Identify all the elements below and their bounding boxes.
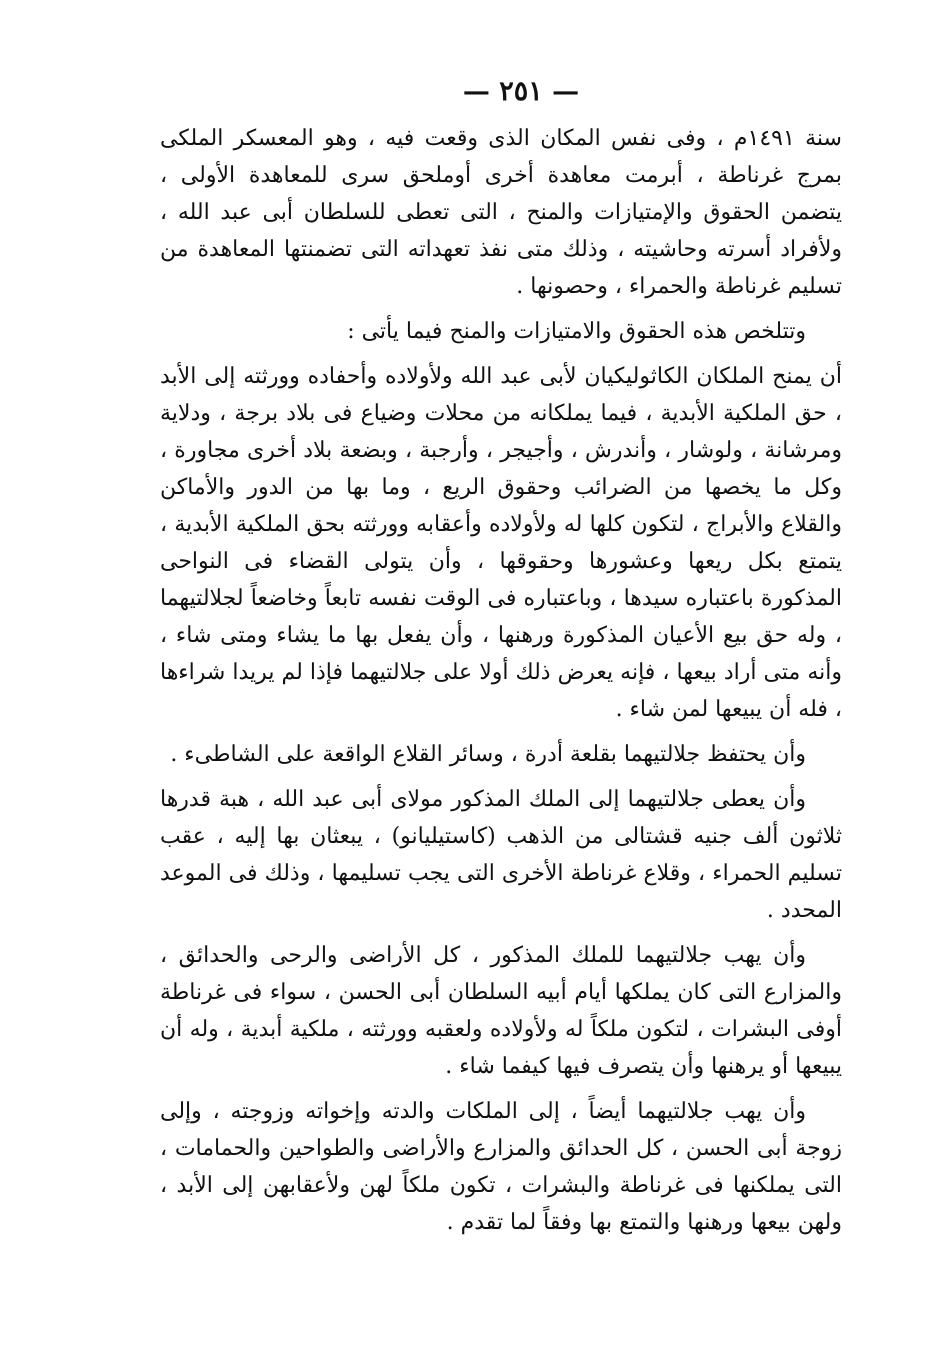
paragraph-property-rights: أن يمنح الملكان الكاثوليكيان لأبى عبد الله ولأولاده وأحفاده وورثته إلى الأبد ، حق الملكية الأبدية ، فيما يملكانه من محلات وضياع فى بلاد برجة ، ودلاية ومرشانة ، ولوشار ، وأندرش ، وأجيجر ، وأرجبة ، وبضعة بلاد أخرى مجاورة ، وكل ما يخصها من الضرائب وحقوق الريع ، وما بها من الدور والأماكن والقلاع والأبراج ، لتكون كلها له ولأولاده وأعقابه وورثته بحق الملكية الأبدية ، يتمتع بكل ريعها وعشورها وحقوقها ، وأن يتولى القضاء فى النواحى المذكورة باعتباره سيدها ، وباعتباره فى الوقت نفسه تابعاً وخاضعاً لجلالتيهما ، وله حق بيع الأعيان المذكورة ورهنها ، وأن يفعل بها ما يشاء ومتى شاء ، وأنه متى أراد بيعها ، فإنه يعرض ذلك أولا على جلالتيهما فإذا لم يريدا شراءها ، فله أن يبيعها لمن شاء . [160, 364, 842, 722]
paragraph-summary-lead: وتتلخص هذه الحقوق والامتيازات والمنح فيما يأتى : [347, 319, 806, 344]
paragraph-treaty-intro: سنة ١٤٩١م ، وفى نفس المكان الذى وقعت فيه ، وهو المعسكر الملكى بمرج غرناطة ، أبرمت معاهدة أخرى أوملحق سرى للمعاهدة الأولى ، يتضمن الحقوق والإمتيازات والمنح ، التى تعطى للسلطان أبى عبد الله ، ولأفراد أسرته وحاشيته ، وذلك متى نفذ تعهداته التى تضمنتها المعاهدة من تسليم غرناطة والحمراء ، وحصونها . [160, 126, 842, 299]
paragraph-lands-grant: وأن يهب جلالتيهما للملك المذكور ، كل الأراضى والرحى والحدائق ، والمزارع التى كان يملكها أيام أبيه السلطان أبى الحسن ، سواء فى غرناطة أوفى البشرات ، لتكون ملكاً له ولأولاده ولعقبه وورثته ، ملكية أبدية ، وله أن يبيعها أو يرهنها وأن يتصرف فيها كيفما شاء . [160, 943, 842, 1079]
paragraph-adra-castle: وأن يحتفظ جلالتيهما بقلعة أدرة ، وسائر القلاع الواقعة على الشاطىء . [170, 742, 806, 767]
paragraph-gold-grant: وأن يعطى جلالتيهما إلى الملك المذكور مولاى أبى عبد الله ، هبة قدرها ثلاثون ألف جنيه قشتالى من الذهب (كاستيليانو) ، يبعثان بها إليه ، عقب تسليم الحمراء ، وقلاع غرناطة الأخرى التى يجب تسليمها ، وذلك فى الموعد المحدد . [160, 787, 842, 923]
body-text [160, 120, 842, 1241]
paragraph-queens-grant: وأن يهب جلالتيهما أيضاً ، إلى الملكات والدته وإخواته وزوجته ، وإلى زوجة أبى الحسن ، كل الحدائق والمزارع والأراضى والطواحين والحمامات ، التى يملكنها فى غرناطة والبشرات ، تكون ملكاً لهن ولأعقابهن إلى الأبد ، ولهن بيعها ورهنها والتمتع بها وفقاً لما تقدم . [160, 1099, 842, 1235]
page-number: — ٢٥١ — [462, 76, 580, 107]
